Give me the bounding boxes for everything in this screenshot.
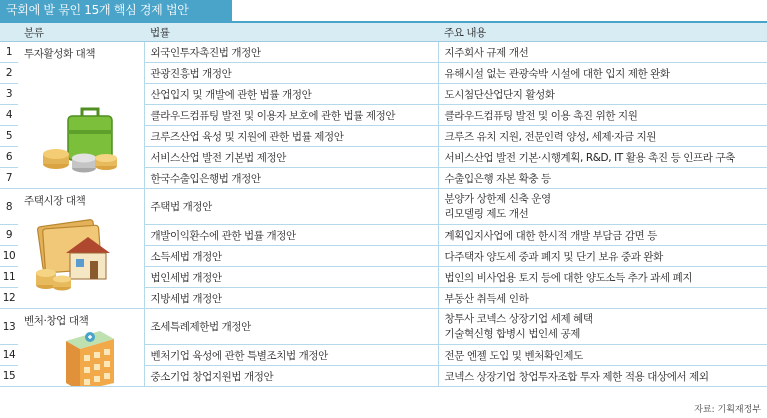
law-name: 개발이익환수에 관한 법률 개정안 (144, 225, 438, 246)
law-content-line: 리모델링 제도 개선 (444, 207, 529, 220)
law-content-line: 기술혁신형 합병시 법인세 공제 (444, 327, 580, 340)
law-content: 지주회사 규제 개선 (438, 42, 767, 63)
row-number: 1 (0, 42, 18, 63)
law-name: 조세특례제한법 개정안 (144, 309, 438, 345)
row-number: 2 (0, 63, 18, 84)
building-illustration (60, 327, 120, 387)
row-number: 7 (0, 168, 18, 189)
category-cell-venture (18, 309, 144, 387)
row-number: 3 (0, 84, 18, 105)
row-number: 9 (0, 225, 18, 246)
briefcase-coins-illustration (36, 98, 122, 174)
header-law: 법률 (144, 23, 438, 42)
law-content-line: 창투사 코넥스 상장기업 세제 혜택 (444, 312, 593, 325)
page-title: 국회에 발 묶인 15개 핵심 경제 법안 (0, 0, 232, 21)
law-name: 중소기업 창업지원법 개정안 (144, 366, 438, 387)
source-note: 자료: 기획재정부 (694, 405, 761, 415)
law-name: 클라우드컴퓨팅 발전 및 이용자 보호에 관한 법률 제정안 (144, 105, 438, 126)
law-name: 지방세법 개정안 (144, 288, 438, 309)
law-content (438, 309, 767, 345)
table-row (0, 309, 767, 345)
law-content: 수출입은행 자본 확충 등 (438, 168, 767, 189)
law-content: 유해시설 없는 관광숙박 시설에 대한 입지 제한 완화 (438, 63, 767, 84)
law-content: 서비스산업 발전 기본·시행계획, R&D, IT 활용 촉진 등 인프라 구축 (438, 147, 767, 168)
row-number: 12 (0, 288, 18, 309)
row-number: 11 (0, 267, 18, 288)
header-num (0, 23, 18, 42)
category-label: 주택시장 대책 (24, 195, 86, 207)
row-number: 13 (0, 309, 18, 345)
law-name: 법인세법 개정안 (144, 267, 438, 288)
law-table (0, 23, 767, 387)
row-number: 8 (0, 189, 18, 225)
law-content (438, 189, 767, 225)
row-number: 4 (0, 105, 18, 126)
law-content: 코넥스 상장기업 창업투자조합 투자 제한 적용 대상에서 제외 (438, 366, 767, 387)
row-number: 6 (0, 147, 18, 168)
law-content-line: 분양가 상한제 신축 운영 (444, 192, 551, 205)
law-content: 다주택자 양도세 중과 폐지 및 단기 보유 중과 완화 (438, 246, 767, 267)
law-name: 서비스산업 발전 기본법 제정안 (144, 147, 438, 168)
table-row (0, 42, 767, 63)
row-number: 10 (0, 246, 18, 267)
law-name: 관광진흥법 개정안 (144, 63, 438, 84)
row-number: 15 (0, 366, 18, 387)
law-name: 주택법 개정안 (144, 189, 438, 225)
law-content: 계획입지사업에 대한 한시적 개발 부담금 감면 등 (438, 225, 767, 246)
header-category: 분류 (18, 23, 144, 42)
row-number: 5 (0, 126, 18, 147)
law-name: 외국인투자촉진법 개정안 (144, 42, 438, 63)
law-name: 산업입지 및 개발에 관한 법률 개정안 (144, 84, 438, 105)
table-row (0, 189, 767, 225)
law-content: 도시첨단산업단지 활성화 (438, 84, 767, 105)
table-header-row (0, 23, 767, 42)
law-content: 크루즈 유치 지원, 전문인력 양성, 세제·자금 지원 (438, 126, 767, 147)
law-name: 크루즈산업 육성 및 지원에 관한 법률 제정안 (144, 126, 438, 147)
house-folder-coins-illustration (32, 215, 124, 293)
law-content: 클라우드컴퓨팅 발전 및 이용 촉진 위한 지원 (438, 105, 767, 126)
law-content: 법인의 비사업용 토지 등에 대한 양도소득 추가 과세 폐지 (438, 267, 767, 288)
category-label: 벤처·창업 대책 (24, 315, 89, 327)
law-name: 소득세법 개정안 (144, 246, 438, 267)
header-content: 주요 내용 (438, 23, 767, 42)
law-content: 부동산 취득세 인하 (438, 288, 767, 309)
law-name: 벤처기업 육성에 관한 특별조치법 개정안 (144, 345, 438, 366)
category-cell-investment (18, 42, 144, 189)
category-label: 투자활성화 대책 (24, 48, 96, 60)
row-number: 14 (0, 345, 18, 366)
law-name: 한국수출입은행법 개정안 (144, 168, 438, 189)
category-cell-housing (18, 189, 144, 309)
law-content: 전문 엔젤 도입 및 벤처확인제도 (438, 345, 767, 366)
